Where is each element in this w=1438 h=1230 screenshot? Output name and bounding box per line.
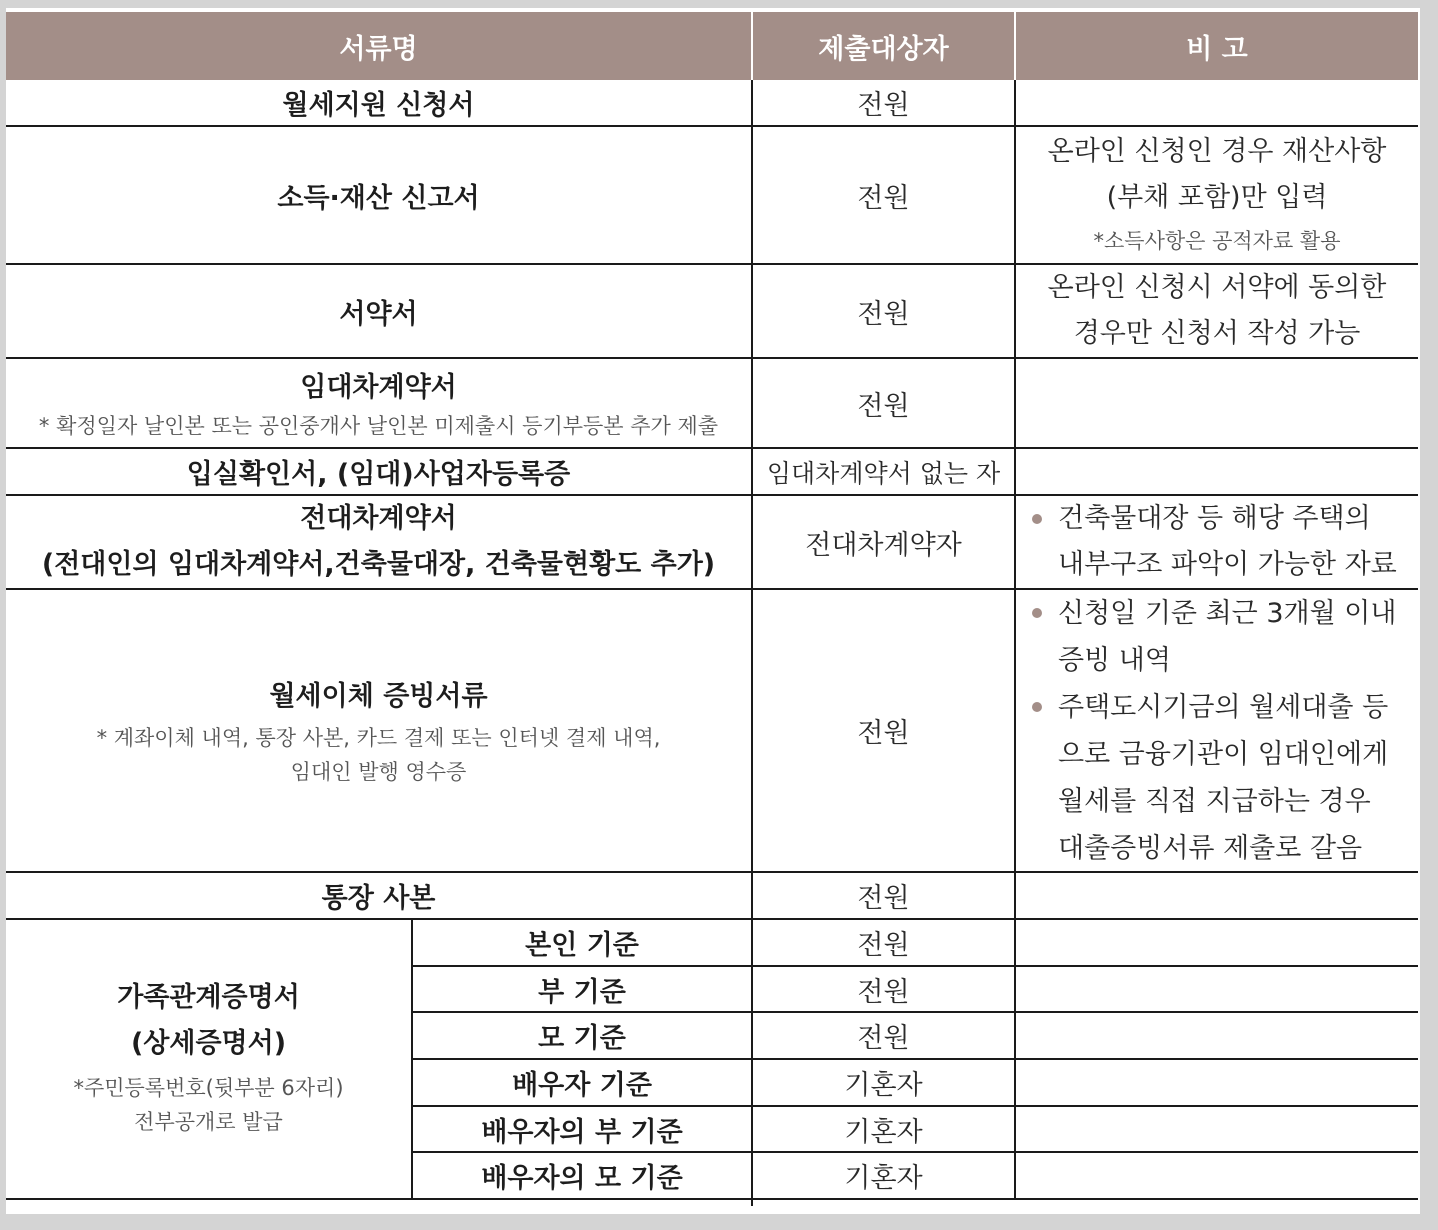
remark-line: 으로 금융기관이 임대인에게: [1058, 738, 1389, 770]
doc-name-lease-contract: [6, 359, 751, 447]
target-cell: 전원: [857, 390, 910, 422]
header-remarks: 비 고: [1186, 33, 1248, 65]
remark-bullet: [1028, 590, 1396, 684]
remark-line: 증빙 내역: [1058, 644, 1171, 676]
doc-footnote: 임대인 발행 영수증: [290, 759, 467, 784]
target-cell: 기혼자: [844, 1070, 923, 1101]
target-cell: 기혼자: [844, 1116, 923, 1148]
header-document-name: 서류명: [339, 33, 418, 65]
doc-footnote: 전부공개로 발급: [134, 1110, 283, 1134]
family-sub-label: 모 기준: [538, 1023, 626, 1054]
remark-line: 온라인 신청인 경우 재산사항: [1047, 136, 1387, 167]
doc-name-income-report: 소득·재산 신고서: [277, 182, 480, 214]
document-table: [6, 8, 1420, 1214]
doc-title-sub: (상세증명서): [130, 1028, 287, 1059]
remark-line: 신청일 기준 최근 3개월 이내: [1058, 597, 1397, 629]
family-sub-label: 배우자의 부 기준: [481, 1116, 683, 1148]
remark-cell: [1016, 590, 1418, 871]
header-target: 제출대상자: [818, 33, 949, 65]
remark-cell: [1016, 127, 1418, 263]
target-cell: 전원: [857, 930, 910, 961]
doc-name-bankbook-copy: 통장 사본: [321, 883, 436, 914]
doc-name-sublease-contract: [6, 496, 751, 588]
remark-cell: [1016, 496, 1418, 588]
bullet-icon: [1032, 608, 1042, 618]
family-sub-label: 부 기준: [538, 976, 626, 1008]
remark-line: (부채 포함)만 입력: [1106, 182, 1328, 213]
doc-title: 가족관계증명서: [117, 982, 300, 1013]
table-header: [6, 12, 1418, 80]
doc-footnote: * 확정일자 날인본 또는 공인중개사 날인본 미제출시 등기부등본 추가 제출: [38, 414, 719, 438]
doc-name-family-certificate: [6, 920, 411, 1198]
doc-name-occupancy-confirmation: 입실확인서, (임대)사업자등록증: [186, 459, 571, 490]
target-cell: 전원: [857, 182, 910, 214]
remark-line: 경우만 신청서 작성 가능: [1073, 318, 1361, 349]
doc-title-sub: (전대인의 임대차계약서,건축물대장, 건축물현황도 추가): [41, 549, 716, 580]
target-cell: 기혼자: [844, 1163, 923, 1194]
remark-line: 온라인 신청시 서약에 동의한: [1047, 272, 1387, 303]
doc-footnote: * 계좌이체 내역, 통장 사본, 카드 결제 또는 인터넷 결제 내역,: [96, 725, 661, 750]
target-cell: 임대차계약서 없는 자: [766, 458, 1001, 488]
doc-title: 전대차계약서: [300, 503, 457, 534]
family-sub-label: 배우자의 모 기준: [481, 1163, 683, 1194]
target-cell: 전원: [857, 883, 910, 914]
remark-line: 대출증빙서류 제출로 갈음: [1058, 832, 1363, 864]
remark-line: 내부구조 파악이 가능한 자료: [1058, 549, 1397, 580]
doc-name-pledge: 서약서: [339, 298, 418, 330]
target-cell: 전원: [857, 90, 910, 121]
target-cell: 전원: [857, 1023, 910, 1054]
remark-bullet: [1028, 684, 1388, 872]
family-sub-label: 본인 기준: [525, 930, 639, 961]
target-cell: 전원: [857, 298, 910, 330]
doc-footnote: *주민등록번호(뒷부분 6자리): [73, 1076, 344, 1100]
remark-cell: [1016, 265, 1418, 357]
remark-line: 건축물대장 등 해당 주택의: [1058, 503, 1371, 534]
doc-title: 임대차계약서: [300, 372, 457, 403]
row-divider: [6, 1198, 1418, 1200]
remark-line: 주택도시기금의 월세대출 등: [1058, 691, 1389, 723]
doc-name-rent-transfer-proof: [6, 590, 751, 871]
target-cell: 전원: [857, 976, 910, 1008]
remark-bullet: [1028, 496, 1397, 588]
remark-footnote: *소득사항은 공적자료 활용: [1093, 229, 1341, 253]
bullet-icon: [1032, 514, 1042, 524]
doc-name-rent-application: 월세지원 신청서: [282, 90, 475, 121]
target-cell: 전대차계약자: [805, 529, 962, 561]
bullet-icon: [1032, 702, 1042, 712]
target-cell: 전원: [857, 718, 910, 749]
doc-title: 월세이체 증빙서류: [269, 680, 488, 712]
family-sub-label: 배우자 기준: [512, 1070, 652, 1101]
remark-line: 월세를 직접 지급하는 경우: [1058, 785, 1371, 817]
